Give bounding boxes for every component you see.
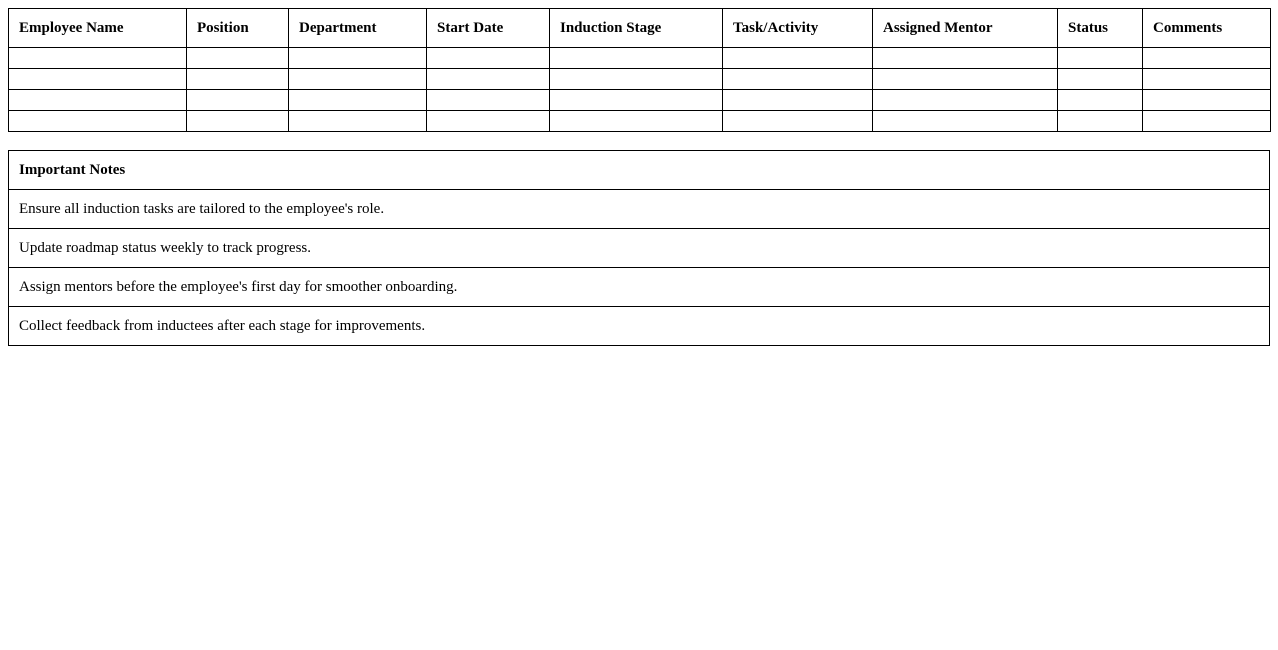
cell-employee-name[interactable] bbox=[9, 69, 187, 90]
note-item: Assign mentors before the employee's first day for smoother onboarding. bbox=[9, 268, 1270, 307]
cell-status[interactable] bbox=[1058, 90, 1143, 111]
induction-roadmap-table bbox=[8, 8, 1271, 132]
cell-start-date[interactable] bbox=[427, 69, 550, 90]
cell-comments[interactable] bbox=[1143, 111, 1271, 132]
note-item: Update roadmap status weekly to track progress. bbox=[9, 229, 1270, 268]
cell-start-date[interactable] bbox=[427, 111, 550, 132]
cell-employee-name[interactable] bbox=[9, 90, 187, 111]
header-start-date: Start Date bbox=[427, 9, 550, 48]
cell-status[interactable] bbox=[1058, 111, 1143, 132]
cell-start-date[interactable] bbox=[427, 48, 550, 69]
cell-task-activity[interactable] bbox=[723, 48, 873, 69]
note-item: Ensure all induction tasks are tailored to the employee's role. bbox=[9, 190, 1270, 229]
cell-comments[interactable] bbox=[1143, 69, 1271, 90]
notes-header-row bbox=[9, 151, 1270, 190]
table-row bbox=[9, 48, 1271, 69]
header-status: Status bbox=[1058, 9, 1143, 48]
note-item: Collect feedback from inductees after each stage for improvements. bbox=[9, 307, 1270, 346]
header-position: Position bbox=[187, 9, 289, 48]
cell-induction-stage[interactable] bbox=[550, 111, 723, 132]
notes-title: Important Notes bbox=[9, 151, 1270, 190]
important-notes-table bbox=[8, 150, 1270, 346]
table-row bbox=[9, 90, 1271, 111]
cell-induction-stage[interactable] bbox=[550, 90, 723, 111]
cell-status[interactable] bbox=[1058, 69, 1143, 90]
cell-department[interactable] bbox=[289, 111, 427, 132]
cell-comments[interactable] bbox=[1143, 48, 1271, 69]
note-row bbox=[9, 268, 1270, 307]
cell-induction-stage[interactable] bbox=[550, 48, 723, 69]
header-department: Department bbox=[289, 9, 427, 48]
header-employee-name: Employee Name bbox=[9, 9, 187, 48]
note-row bbox=[9, 190, 1270, 229]
cell-task-activity[interactable] bbox=[723, 69, 873, 90]
cell-status[interactable] bbox=[1058, 48, 1143, 69]
cell-assigned-mentor[interactable] bbox=[873, 111, 1058, 132]
table-row bbox=[9, 111, 1271, 132]
cell-department[interactable] bbox=[289, 48, 427, 69]
cell-start-date[interactable] bbox=[427, 90, 550, 111]
table-row bbox=[9, 69, 1271, 90]
cell-comments[interactable] bbox=[1143, 90, 1271, 111]
cell-assigned-mentor[interactable] bbox=[873, 69, 1058, 90]
cell-position[interactable] bbox=[187, 48, 289, 69]
cell-position[interactable] bbox=[187, 111, 289, 132]
note-row bbox=[9, 229, 1270, 268]
cell-task-activity[interactable] bbox=[723, 90, 873, 111]
cell-task-activity[interactable] bbox=[723, 111, 873, 132]
cell-department[interactable] bbox=[289, 90, 427, 111]
header-task-activity: Task/Activity bbox=[723, 9, 873, 48]
cell-employee-name[interactable] bbox=[9, 48, 187, 69]
cell-position[interactable] bbox=[187, 69, 289, 90]
table-header-row bbox=[9, 9, 1271, 48]
cell-employee-name[interactable] bbox=[9, 111, 187, 132]
cell-assigned-mentor[interactable] bbox=[873, 90, 1058, 111]
note-row bbox=[9, 307, 1270, 346]
cell-position[interactable] bbox=[187, 90, 289, 111]
cell-department[interactable] bbox=[289, 69, 427, 90]
header-comments: Comments bbox=[1143, 9, 1271, 48]
cell-assigned-mentor[interactable] bbox=[873, 48, 1058, 69]
header-induction-stage: Induction Stage bbox=[550, 9, 723, 48]
header-assigned-mentor: Assigned Mentor bbox=[873, 9, 1058, 48]
cell-induction-stage[interactable] bbox=[550, 69, 723, 90]
